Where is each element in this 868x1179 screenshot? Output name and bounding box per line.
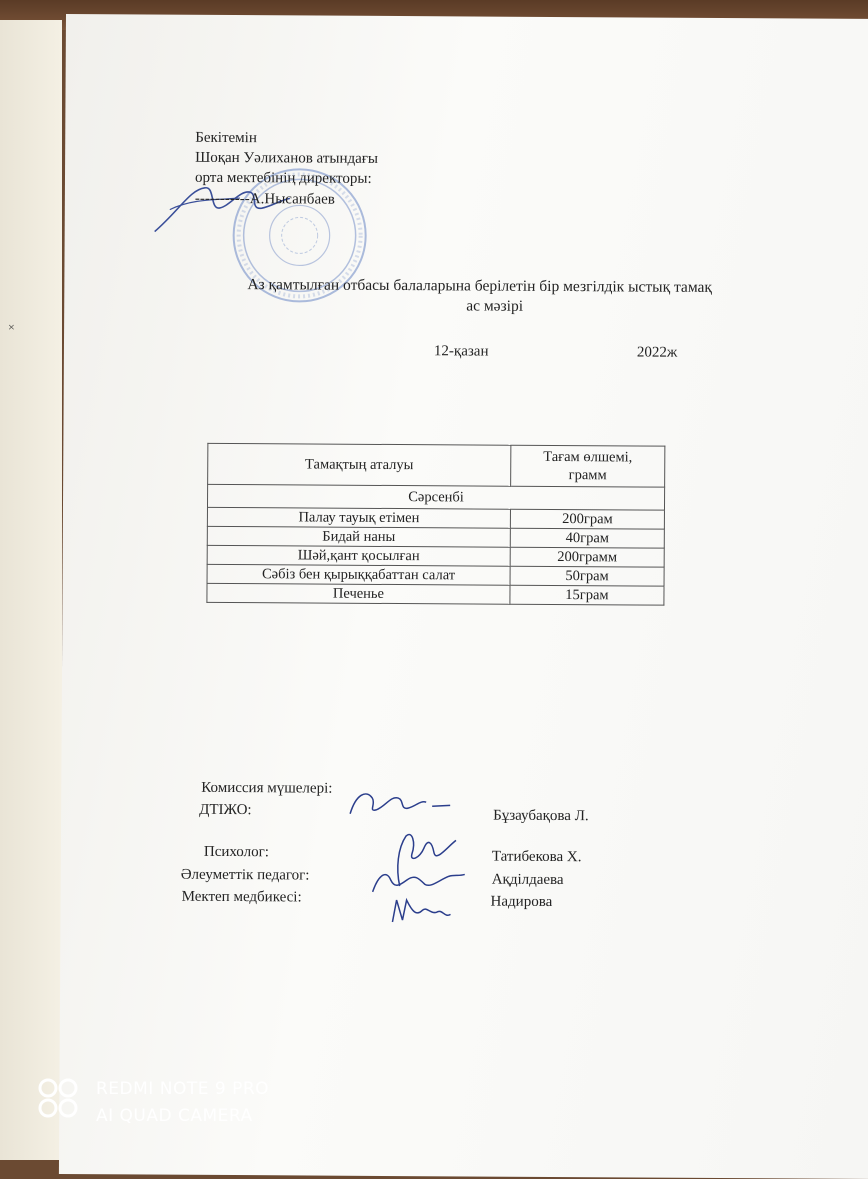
- food-weight: 200грам: [510, 509, 664, 529]
- table-row: [207, 564, 664, 586]
- camera-model: REDMI NOTE 9 PRO: [96, 1079, 270, 1099]
- document-title-line-2: ас мәзірі: [466, 297, 524, 315]
- commission-heading: Комиссия мүшелері:: [201, 779, 333, 797]
- table-header-row: [208, 443, 665, 487]
- document-page: [59, 14, 868, 1179]
- approval-line-1: Бекітемін: [195, 129, 257, 147]
- member-role: Әлеуметтік педагог:: [180, 866, 310, 884]
- day-row: [207, 484, 664, 510]
- food-weight: 40грам: [510, 528, 664, 548]
- nurse-signature: [388, 892, 458, 928]
- dtizho-signature: [346, 784, 456, 825]
- member-role: ДТІЖО:: [199, 801, 252, 819]
- member-name: Надирова: [490, 893, 553, 910]
- member-role: Мектеп медбикесі:: [181, 888, 302, 906]
- food-weight: 15грам: [510, 585, 664, 605]
- menu-table: [206, 443, 665, 606]
- food-name: Шәй,қант қосылған: [207, 545, 510, 566]
- approval-line-2: Шоқан Уәлиханов атындағы: [195, 149, 379, 167]
- camera-watermark-icon: [38, 1078, 80, 1120]
- date-year: 2022ж: [636, 344, 678, 361]
- adjacent-paper-sheet: [0, 20, 62, 1160]
- table-row: [207, 583, 664, 605]
- header-portion-line-2: грамм: [568, 467, 607, 484]
- approval-line-3: орта мектебінің директоры:: [194, 169, 372, 187]
- day-name: Сәрсенбі: [207, 484, 664, 510]
- header-food-name: Тамақтың аталуы: [208, 443, 511, 486]
- member-name: Татибекова Х.: [491, 848, 582, 866]
- header-portion: [511, 445, 665, 487]
- food-name: Печенье: [207, 583, 510, 604]
- header-portion-line-1: Тағам өлшемі,: [543, 448, 633, 466]
- document-title-line-1: Аз қамтылған отбасы балаларына берілетін бір мезгілдік ыстық тамақ: [247, 276, 713, 296]
- food-weight: 50грам: [510, 566, 664, 586]
- food-name: Сәбіз бен қырыққабаттан салат: [207, 564, 510, 585]
- food-weight: 200грамм: [510, 547, 664, 567]
- camera-watermark: [96, 1076, 269, 1130]
- member-name: Бұзаубақова Л.: [493, 807, 589, 825]
- food-name: Бидай наны: [207, 526, 510, 547]
- food-name: Палау тауық етімен: [207, 507, 510, 528]
- approval-line-4: -----------А.Нысанбаев: [194, 190, 335, 208]
- member-role: Психолог:: [203, 843, 269, 861]
- member-name: Ақділдаева: [491, 871, 564, 889]
- edge-mark: ×: [8, 320, 15, 334]
- date-day: 12-қазан: [433, 343, 489, 360]
- camera-feature: AI QUAD CAMERA: [96, 1106, 253, 1126]
